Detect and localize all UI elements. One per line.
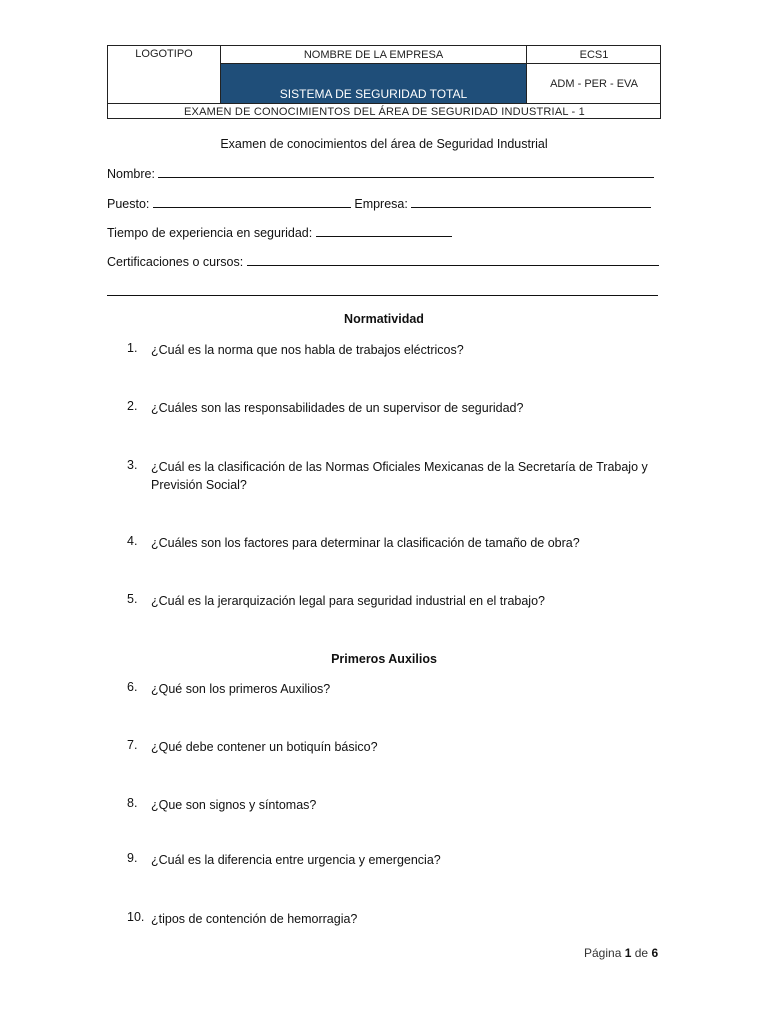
certificaciones-extra-line[interactable] [107,295,658,296]
field-nombre [107,166,654,181]
question-item [127,458,648,492]
question-number: 3. [127,458,138,472]
question-item [127,341,464,357]
total-pages: 6 [651,946,659,960]
system-title-cell: SISTEMA DE SEGURIDAD TOTAL [221,64,527,103]
question-item [127,680,331,696]
document-title: Examen de conocimientos del área de Seguridad Industrial [220,137,548,151]
question-text: ¿Cuáles son las responsabilidades de un supervisor de seguridad? [151,401,524,415]
certificaciones-input-line[interactable] [247,254,659,266]
question-number: 1. [127,341,138,355]
exam-title-cell: EXAMEN DE CONOCIMIENTOS DEL ÁREA DE SEGURIDAD INDUSTRIAL - 1 [108,103,661,119]
question-number: 7. [127,738,138,752]
question-text: ¿Cuál es la clasificación de las Normas Oficiales Mexicanas de la Secretaría de Trabajo y Previsión Social? [151,460,648,492]
section-title-normatividad: Normatividad [344,312,424,326]
nombre-input-line[interactable] [158,166,654,178]
question-text: ¿Cuál es la jerarquización legal para seguridad industrial en el trabajo? [151,594,545,608]
section-title-primeros-auxilios: Primeros Auxilios [331,652,437,666]
question-item [127,796,317,812]
page-footer [584,946,658,960]
company-name-cell: NOMBRE DE LA EMPRESA [221,46,527,64]
tiempo-input-line[interactable] [316,225,452,237]
document-code-cell: ECS1 [527,46,661,64]
question-number: 2. [127,399,138,413]
question-item [127,910,358,926]
question-number: 8. [127,796,138,810]
nombre-label: Nombre: [107,167,155,181]
question-item [127,592,545,608]
question-text: ¿Cuál es la diferencia entre urgencia y emergencia? [151,853,441,867]
logo-placeholder: LOGOTIPO [108,46,221,103]
puesto-label: Puesto: [107,197,150,211]
question-text: ¿Cuál es la norma que nos habla de trabajos eléctricos? [151,343,464,357]
empresa-label: Empresa: [354,197,408,211]
current-page: 1 [624,946,632,960]
question-item [127,534,580,550]
tiempo-label: Tiempo de experiencia en seguridad: [107,226,313,240]
field-puesto-empresa [107,196,651,211]
question-number: 5. [127,592,138,606]
certificaciones-label: Certificaciones o cursos: [107,255,244,269]
question-item [127,738,378,754]
question-text: ¿tipos de contención de hemorragia? [151,912,358,926]
of-word: de [634,946,649,960]
question-item [127,851,441,867]
area-code-cell: ADM - PER - EVA [550,77,638,90]
puesto-input-line[interactable] [153,196,351,208]
question-number: 6. [127,680,138,694]
question-number: 9. [127,851,138,865]
empresa-input-line[interactable] [411,196,651,208]
field-tiempo [107,225,452,240]
question-item [127,399,524,415]
header-table [107,45,661,119]
question-text: ¿Cuáles son los factores para determinar la clasificación de tamaño de obra? [151,536,580,550]
page-word: Página [584,946,622,960]
field-certificaciones [107,254,659,269]
question-text: ¿Que son signos y síntomas? [151,798,317,812]
question-number: 10. [127,910,145,924]
question-text: ¿Qué debe contener un botiquín básico? [151,740,378,754]
question-number: 4. [127,534,138,548]
question-text: ¿Qué son los primeros Auxilios? [151,682,331,696]
